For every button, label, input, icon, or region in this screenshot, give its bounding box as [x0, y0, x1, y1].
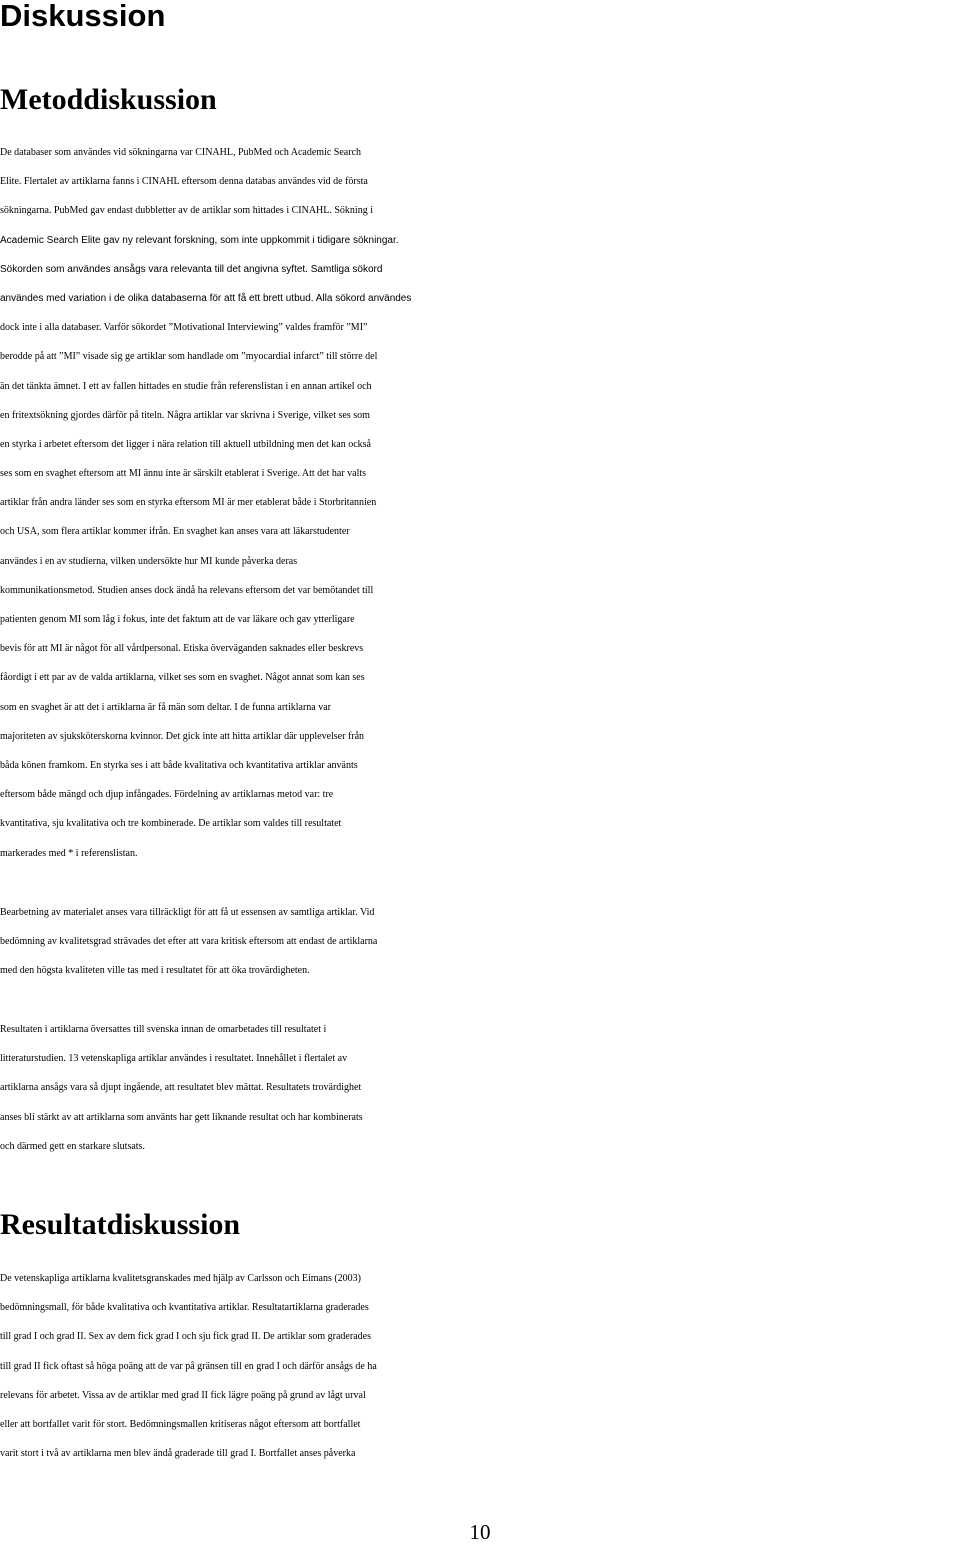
text-line: Academic Search Elite gav ny relevant forskning, som inte uppkommit i tidigare sökningar. [0, 234, 399, 246]
paragraph-resultaten [0, 1015, 960, 1161]
text-line: fåordigt i ett par av de valda artiklarna, vilket ses som en svaghet. Något annat som kan ses [0, 672, 365, 684]
section-heading-resultatdiskussion: Resultatdiskussion [0, 1208, 241, 1241]
text-line: ses som en svaghet eftersom att MI ännu inte är särskilt etablerat i Sverige. Att det har valts [0, 468, 367, 480]
text-line: med den högsta kvaliteten ville tas med i resultatet för att öka trovärdigheten. [0, 965, 310, 977]
paragraph-kvalitetsgranskning [0, 1264, 960, 1468]
section-heading-metoddiskussion: Metoddiskussion [0, 83, 217, 116]
text-line: dock inte i alla databaser. Varför sökordet ”Motivational Interviewing” valdes framför ”MI” [0, 322, 368, 334]
text-line: och USA, som flera artiklar kommer ifrån. En svaghet kan anses vara att läkarstudenter [0, 526, 350, 538]
text-line: litteraturstudien. 13 vetenskapliga artiklar användes i resultatet. Innehållet i flertalet av [0, 1053, 348, 1065]
text-line: till grad I och grad II. Sex av dem fick grad I och sju fick grad II. De artiklar som graderades [0, 1331, 371, 1343]
text-line: kommunikationsmetod. Studien anses dock ändå ha relevans eftersom det var bemötandet till [0, 584, 374, 596]
text-line: bevis för att MI är något för all vårdpersonal. Etiska överväganden saknades eller beskrevs [0, 643, 364, 655]
text-line: kvantitativa, sju kvalitativa och tre kombinerade. De artiklar som valdes till resultatet [0, 818, 342, 830]
text-line: De databaser som användes vid sökningarna var CINAHL, PubMed och Academic Search [0, 147, 362, 158]
text-line: patienten genom MI som låg i fokus, inte det faktum att de var läkare och gav ytterligare [0, 614, 355, 625]
page-heading-diskussion: Diskussion [0, 0, 166, 33]
text-line: De vetenskapliga artiklarna kvalitetsgranskades med hjälp av Carlsson och Eimans (2003) [0, 1273, 362, 1284]
page-number: 10 [469, 1520, 491, 1544]
text-line: majoriteten av sjuksköterskorna kvinnor. Det gick inte att hitta artiklar där upplevelser från [0, 730, 365, 742]
text-line: en fritextsökning gjordes därför på titeln. Några artiklar var skrivna i Sverige, vilket ses som [0, 409, 370, 421]
text-line: Resultaten i artiklarna översattes till svenska innan de omarbetades till resultatet i [0, 1024, 327, 1035]
text-line: anses bli stärkt av att artiklarna som använts har gett liknande resultat och har kombinerats [0, 1111, 363, 1123]
text-line: Bearbetning av materialet anses vara tillräckligt för att få ut essensen av samtliga artiklar. Vid [0, 907, 375, 918]
text-line: än det tänkta ämnet. I ett av fallen hittades en studie från referenslistan i en annan artikel och [0, 380, 372, 392]
text-line: till grad II fick oftast så höga poäng att de var på gränsen till en grad I och därför ansågs de ha [0, 1360, 377, 1372]
text-line: användes i en av studierna, vilken undersökte hur MI kunde påverka deras [0, 555, 298, 567]
text-line: och därmed gett en starkare slutsats. [0, 1140, 145, 1152]
paragraph-metod-databaser [0, 138, 960, 868]
text-line: artiklar från andra länder ses som en styrka eftersom MI är mer etablerat både i Storbritannien [0, 497, 377, 509]
text-line: markerades med * i referenslistan. [0, 847, 138, 859]
text-line: eller att bortfallet varit för stort. Bedömningsmallen kritiseras något eftersom att bortfallet [0, 1418, 361, 1430]
text-line: som en svaghet är att det i artiklarna är få män som deltar. I de funna artiklarna var [0, 701, 331, 713]
text-line: bedömningsmall, för både kvalitativa och kvantitativa artiklar. Resultatartiklarna graderades [0, 1302, 369, 1314]
text-line: berodde på att ”MI” visade sig ge artiklar som handlade om ”myocardial infarct” till större del [0, 351, 378, 363]
text-line: relevans för arbetet. Vissa av de artiklar med grad II fick lägre poäng på grund av lågt urval [0, 1389, 366, 1401]
text-line: sökningarna. PubMed gav endast dubbletter av de artiklar som hittades i CINAHL. Sökning i [0, 205, 373, 217]
text-line: artiklarna ansågs vara så djupt ingående, att resultatet blev mättat. Resultatets trovärdighet [0, 1082, 362, 1094]
text-line: bedömning av kvalitetsgrad strävades det efter att vara kritisk eftersom att endast de artiklarna [0, 936, 378, 948]
text-line: Elite. Flertalet av artiklarna fanns i CINAHL eftersom denna databas användes vid de första [0, 176, 368, 188]
text-line: användes med variation i de olika databaserna för att få ett brett utbud. Alla sökord användes [0, 292, 412, 304]
text-line: Sökorden som användes ansågs vara relevanta till det angivna syftet. Samtliga sökord [0, 263, 383, 275]
text-line: varit stort i två av artiklarna men blev ändå graderade till grad I. Bortfallet anses påverka [0, 1448, 356, 1460]
text-line: eftersom både mängd och djup infångades. Fördelning av artiklarnas metod var: tre [0, 789, 334, 801]
text-line: båda könen framkom. En styrka ses i att både kvalitativa och kvantitativa artiklar använts [0, 759, 358, 771]
text-line: en styrka i arbetet eftersom det ligger i nära relation till aktuell utbildning men det kan också [0, 438, 371, 450]
paragraph-bearbetning [0, 898, 960, 986]
